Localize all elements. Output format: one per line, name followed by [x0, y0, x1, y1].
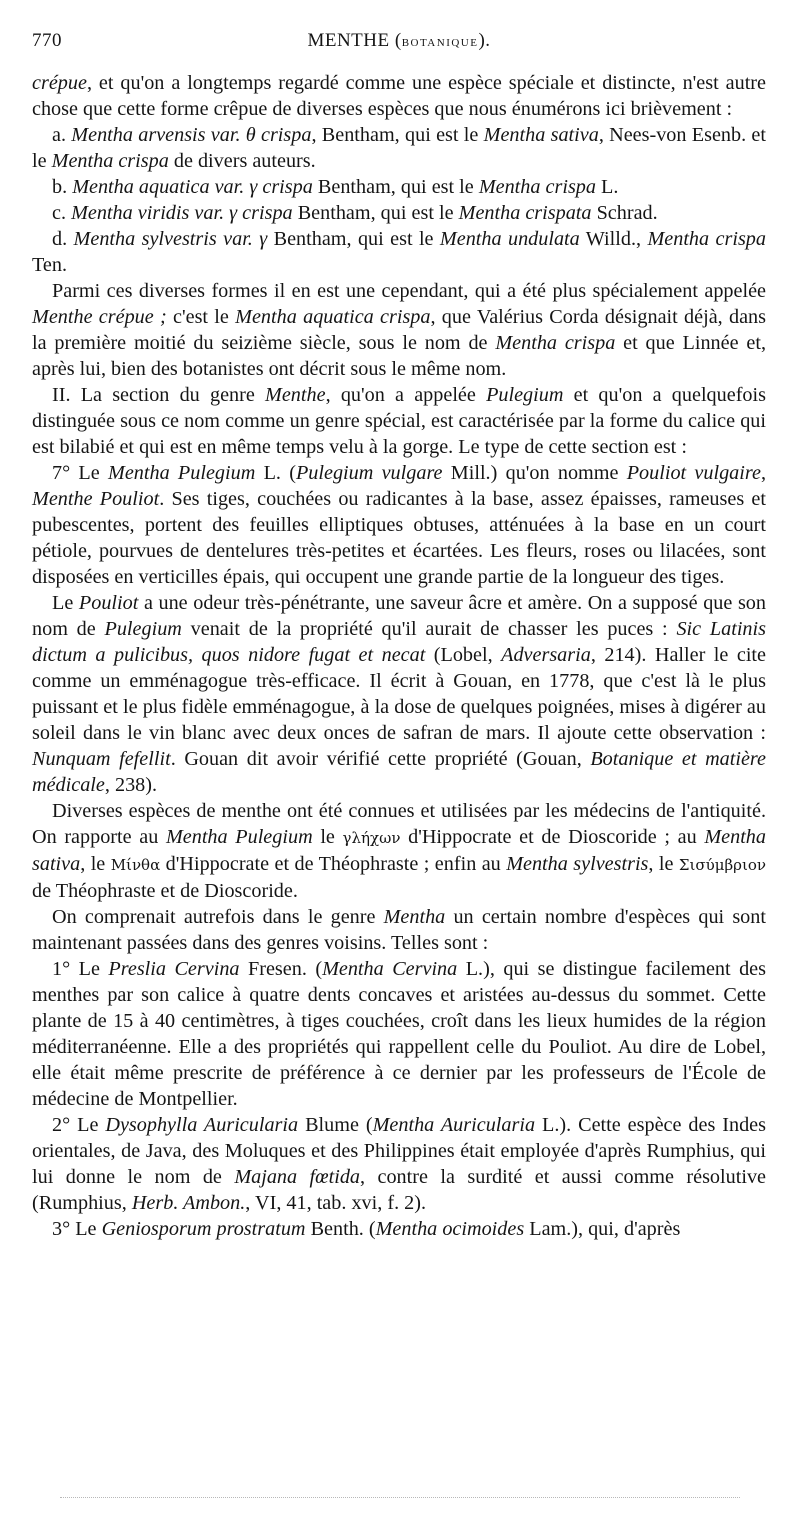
paragraph: II. La section du genre Menthe, qu'on a appelée Pulegium et qu'on a quelquefois distinguée sous ce nom comme un genre spécial, est caractérisée par la forme du calice qui est bilabié et qui est en même temps velu à la gorge. Le type de cette section est :	[32, 384, 766, 458]
document-page	[32, 30, 766, 1242]
paragraph: Parmi ces diverses formes il en est une cependant, qui a été plus spécialement appelée Menthe crépue ; c'est le Mentha aquatica crispa, que Valérius Corda désignait déjà, dans la première moitié du seizième siècle, sous le nom de Mentha crispa et que Linnée et, après lui, bien des botanistes ont décrit sous le même nom.	[32, 280, 766, 380]
page-number: 770	[32, 30, 62, 51]
running-header	[32, 30, 766, 58]
running-title	[32, 30, 766, 52]
paragraph: Diverses espèces de menthe ont été connues et utilisées par les médecins de l'antiquité. On rapporte au Mentha Pulegium le γλήχων d'Hippocrate et de Dioscoride ; au Mentha sativa, le Μίνθα d'Hippocrate et de Théophraste ; enfin au Mentha sylvestris, le Σισύμβριον de Théophraste et de Dioscoride.	[32, 800, 766, 902]
paragraph: d. Mentha sylvestris var. γ Bentham, qui est le Mentha undulata Willd., Mentha crispa Ten.	[32, 228, 766, 276]
paragraph: 2° Le Dysophylla Auricularia Blume (Mentha Auricularia L.). Cette espèce des Indes orientales, de Java, des Moluques et des Philippines était employée d'après Rumphius, qui lui donne le nom de Majana fœtida, contre la surdité et aussi comme résolutive (Rumphius, Herb. Ambon., VI, 41, tab. xvi, f. 2).	[32, 1114, 767, 1214]
paragraph: 1° Le Preslia Cervina Fresen. (Mentha Cervina L.), qui se distingue facilement des menthes par son calice à quatre dents concaves et aristées au-dessus du sommet. Cette plante de 15 à 40 centimètres, à tiges couchées, croît dans les lieux humides de la région méditerranéenne. Elle a des propriétés qui rappellent celle du Pouliot. Au dire de Lobel, elle était même prescrite de préférence à ce dernier par les professeurs de l'École de médecine de Montpellier.	[32, 958, 766, 1110]
footer-rule	[60, 1497, 740, 1498]
paragraph: crépue, et qu'on a longtemps regardé comme une espèce spéciale et distincte, n'est autre chose que cette forme crêpue de diverses espèces que nous énumérons ici brièvement :	[32, 72, 766, 120]
body-text	[32, 70, 766, 1242]
paragraph: c. Mentha viridis var. γ crispa Bentham, qui est le Mentha crispata Schrad.	[52, 202, 658, 224]
running-title-smallcaps: botanique	[401, 34, 479, 50]
paragraph: 3° Le Geniosporum prostratum Benth. (Mentha ocimoides Lam.), qui, d'après	[52, 1218, 681, 1240]
running-title-main: MENTHE (	[307, 30, 402, 51]
running-title-end: ).	[478, 30, 491, 51]
paragraph: Le Pouliot a une odeur très-pénétrante, une saveur âcre et amère. On a supposé que son nom de Pulegium venait de la propriété qu'il aurait de chasser les puces : Sic Latinis dictum a pulicibus, quos nidore fugat et necat (Lobel, Adversaria, 214). Haller le cite comme un emménagogue très-efficace. Il écrit à Gouan, en 1778, que c'est là le plus puissant et le plus fidèle emménagogue, à la dose de quelques poignées, mises à digérer au soleil dans le vin blanc avec deux onces de safran de mars. Il ajoute cette observation : Nunquam fefellit. Gouan dit avoir vérifié cette propriété (Gouan, Botanique et matière médicale, 238).	[32, 592, 766, 796]
paragraph: b. Mentha aquatica var. γ crispa Bentham, qui est le Mentha crispa L.	[52, 176, 619, 198]
paragraph: 7° Le Mentha Pulegium L. (Pulegium vulgare Mill.) qu'on nomme Pouliot vulgaire, Menthe Pouliot. Ses tiges, couchées ou radicantes à la base, assez épaisses, rameuses et pubescentes, portent des feuilles elliptiques obtuses, atténuées à la base en un court pétiole, pourvues de dentelures très-petites et écartées. Les fleurs, roses ou lilacées, sont disposées en verticilles épais, qui occupent une grande partie de la longueur des tiges.	[32, 462, 766, 588]
paragraph: a. Mentha arvensis var. θ crispa, Bentham, qui est le Mentha sativa, Nees-von Esenb. et le Mentha crispa de divers auteurs.	[32, 124, 767, 172]
paragraph: On comprenait autrefois dans le genre Mentha un certain nombre d'espèces qui sont maintenant passées dans des genres voisins. Telles sont :	[32, 906, 766, 954]
